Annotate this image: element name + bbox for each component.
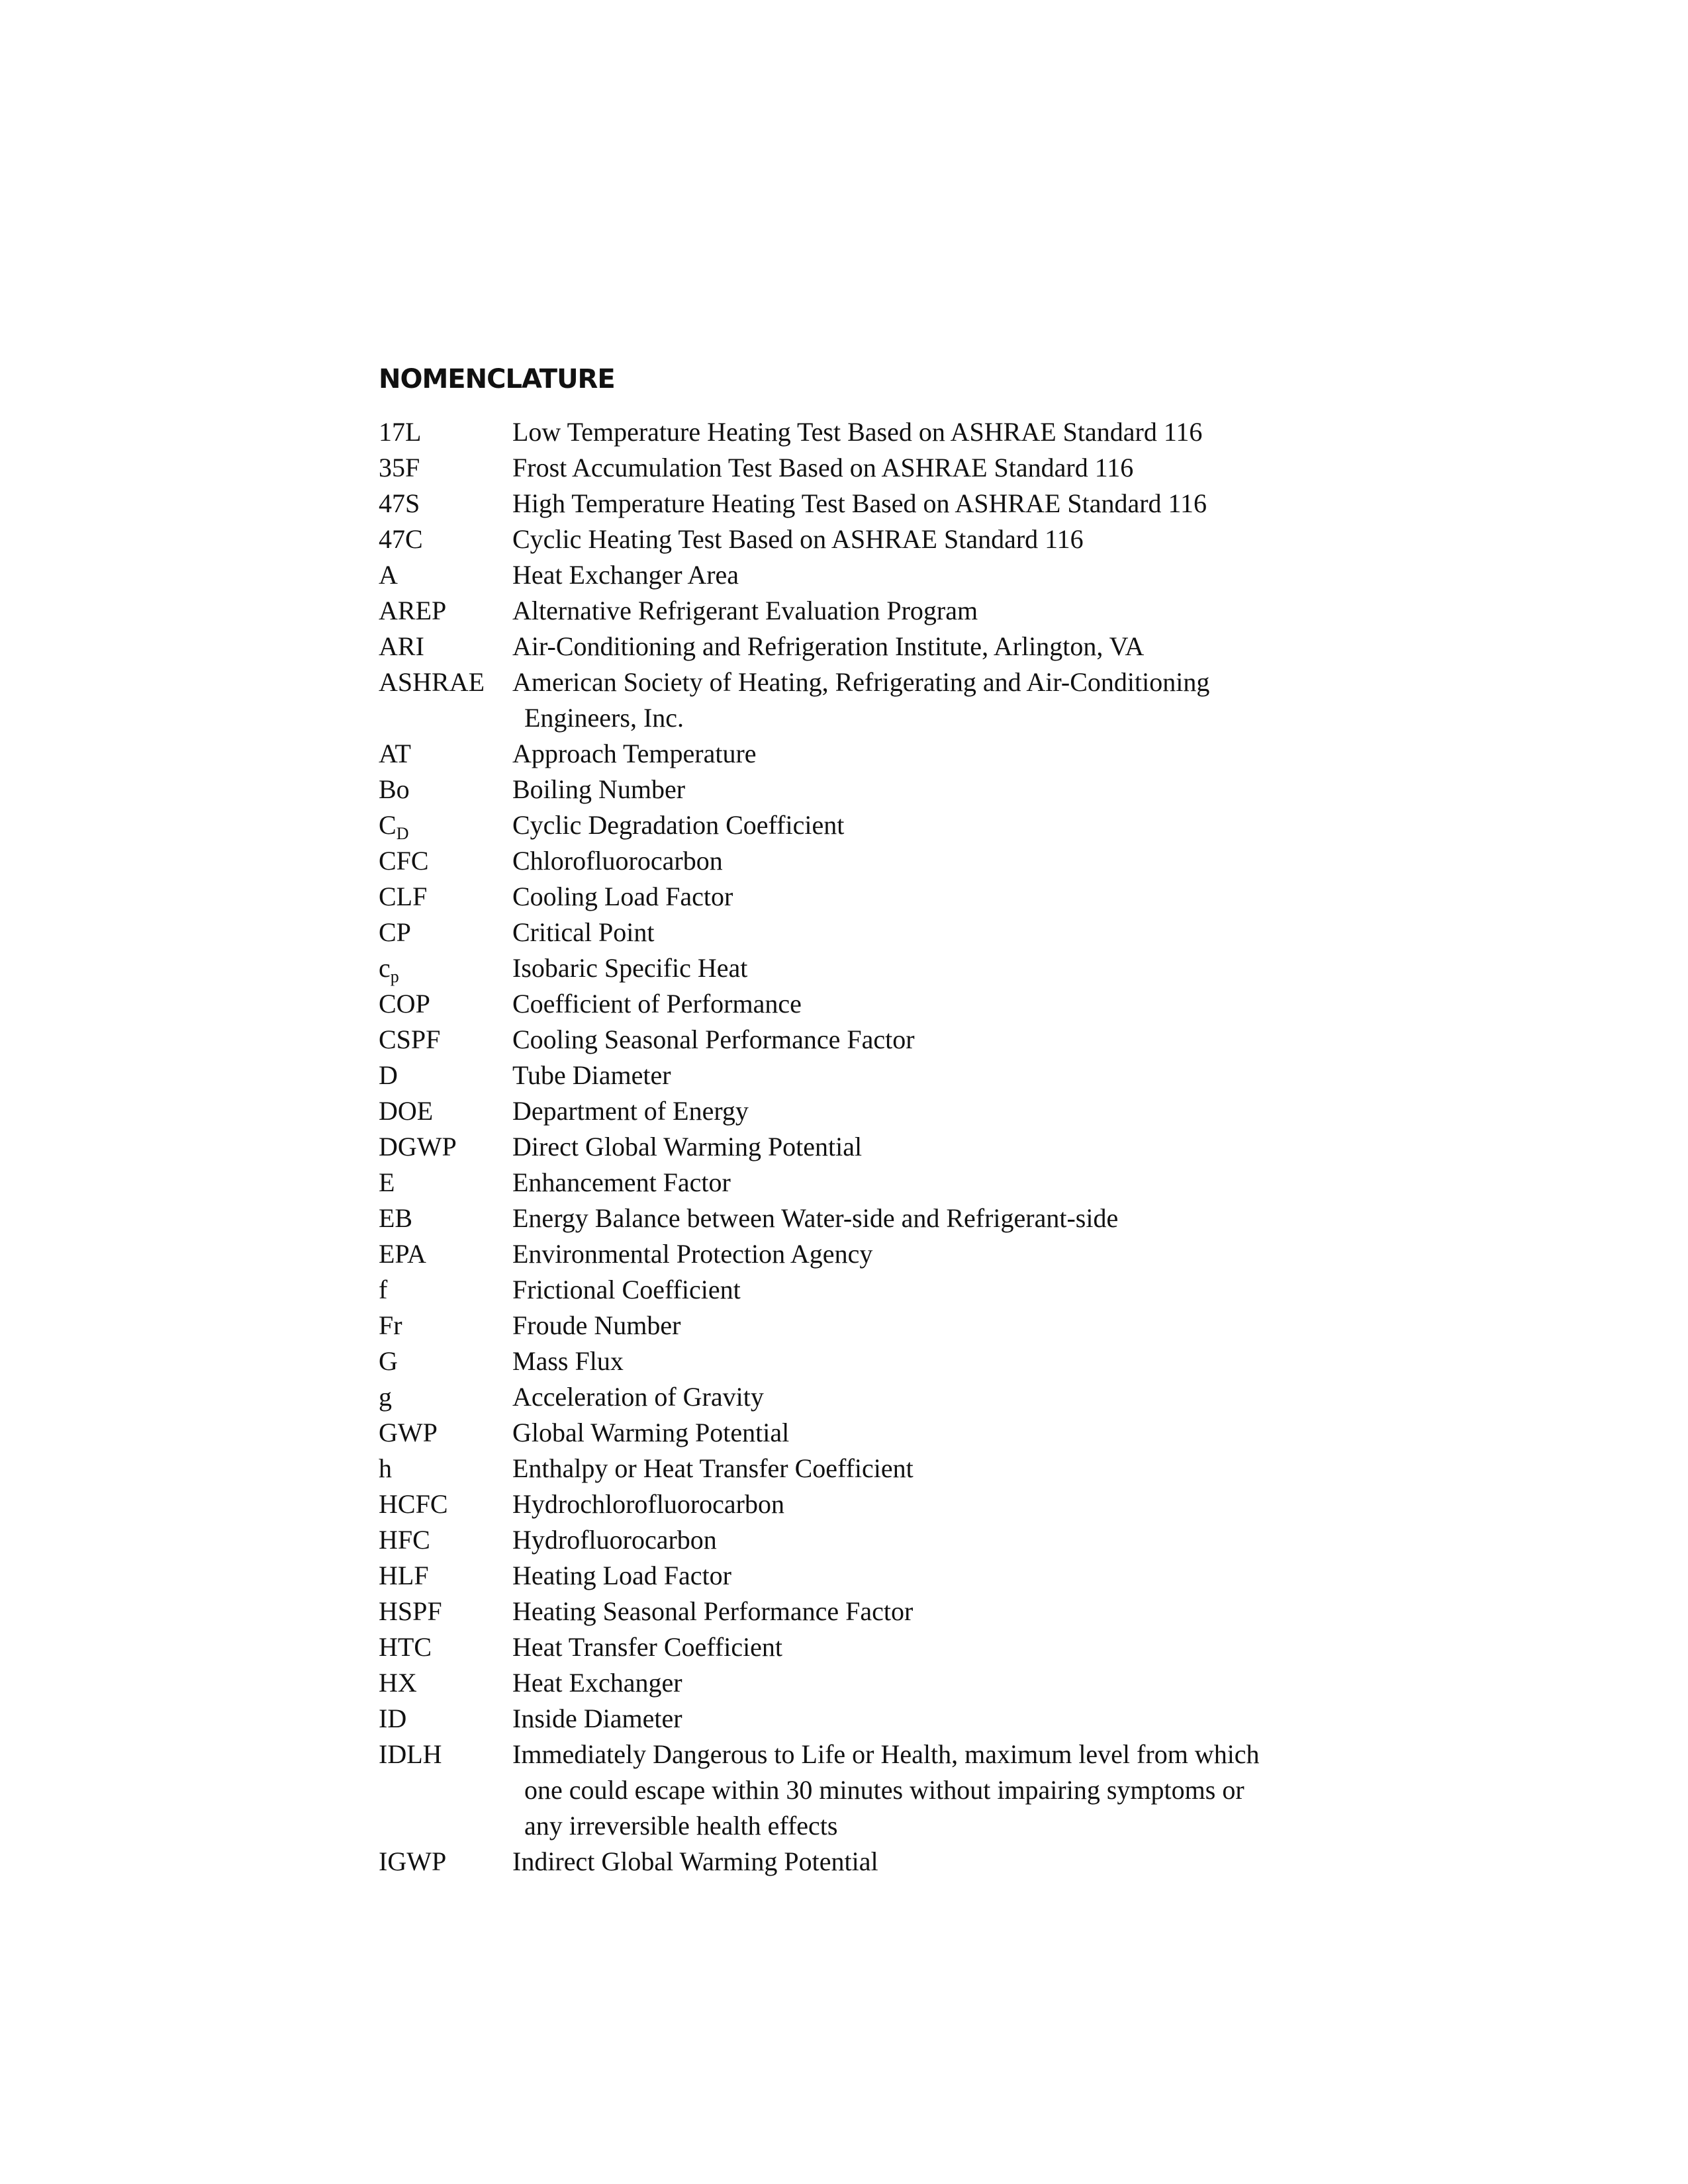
term: ID bbox=[379, 1704, 407, 1733]
definition: Air-Conditioning and Refrigeration Institute, Arlington, VA bbox=[512, 631, 1145, 661]
list-item bbox=[379, 1272, 1292, 1308]
term: HCFC bbox=[379, 1489, 448, 1519]
term-base: C bbox=[379, 810, 397, 840]
list-item bbox=[379, 1236, 1292, 1272]
definition: Critical Point bbox=[512, 917, 655, 947]
definition: Mass Flux bbox=[512, 1346, 624, 1376]
definition: Heating Load Factor bbox=[512, 1561, 731, 1590]
definition: Direct Global Warming Potential bbox=[512, 1132, 863, 1161]
definition: Heat Exchanger Area bbox=[512, 560, 739, 590]
term: DGWP bbox=[379, 1132, 457, 1161]
definition-continuation: any irreversible health effects bbox=[524, 1811, 838, 1841]
definition: Cyclic Degradation Coefficient bbox=[512, 810, 845, 840]
definition: Approach Temperature bbox=[512, 739, 757, 768]
list-item bbox=[379, 772, 1292, 807]
term: EPA bbox=[379, 1239, 426, 1269]
list-item bbox=[379, 1343, 1292, 1379]
list-item bbox=[379, 1665, 1292, 1701]
definition: Coefficient of Performance bbox=[512, 989, 802, 1019]
definition-continuation: Engineers, Inc. bbox=[524, 703, 684, 733]
list-item bbox=[379, 1558, 1292, 1594]
list-item bbox=[379, 486, 1292, 522]
list-item bbox=[379, 664, 1292, 736]
definition: Low Temperature Heating Test Based on ASHRAE Standard 116 bbox=[512, 417, 1203, 447]
term: AREP bbox=[379, 596, 447, 625]
list-item bbox=[379, 1379, 1292, 1415]
term: CLF bbox=[379, 882, 428, 911]
list-item bbox=[379, 593, 1292, 629]
list-item bbox=[379, 807, 1292, 843]
list-item bbox=[379, 522, 1292, 557]
term bbox=[379, 950, 512, 986]
term: 47C bbox=[379, 524, 423, 554]
definition: Enthalpy or Heat Transfer Coefficient bbox=[512, 1453, 914, 1483]
term-subscript: p bbox=[390, 967, 399, 986]
definition: Tube Diameter bbox=[512, 1060, 671, 1090]
term: CP bbox=[379, 917, 411, 947]
term-subscript: D bbox=[396, 824, 409, 843]
term: DOE bbox=[379, 1096, 434, 1126]
definition: Frictional Coefficient bbox=[512, 1275, 741, 1304]
definition: Cooling Load Factor bbox=[512, 882, 733, 911]
term: HSPF bbox=[379, 1596, 442, 1626]
definition bbox=[512, 1737, 1292, 1844]
definition: Global Warming Potential bbox=[512, 1418, 790, 1447]
definition: Heat Transfer Coefficient bbox=[512, 1632, 783, 1662]
list-item bbox=[379, 736, 1292, 772]
list-item bbox=[379, 915, 1292, 950]
list-item bbox=[379, 1022, 1292, 1058]
list-item bbox=[379, 1629, 1292, 1665]
term: COP bbox=[379, 989, 430, 1019]
definition: Enhancement Factor bbox=[512, 1167, 731, 1197]
term: 17L bbox=[379, 417, 422, 447]
definition: Inside Diameter bbox=[512, 1704, 682, 1733]
definition bbox=[512, 664, 1292, 736]
term: g bbox=[379, 1382, 392, 1412]
definition: Hydrofluorocarbon bbox=[512, 1525, 717, 1555]
list-item bbox=[379, 1486, 1292, 1522]
term: Bo bbox=[379, 774, 410, 804]
term: HTC bbox=[379, 1632, 432, 1662]
term: Fr bbox=[379, 1310, 402, 1340]
definition: High Temperature Heating Test Based on ASHRAE Standard 116 bbox=[512, 488, 1207, 518]
definition-continuation: one could escape within 30 minutes without impairing symptoms or bbox=[524, 1775, 1244, 1805]
list-item bbox=[379, 843, 1292, 879]
term: f bbox=[379, 1275, 388, 1304]
term: ASHRAE bbox=[379, 667, 485, 697]
list-item bbox=[379, 1451, 1292, 1486]
definition: Frost Accumulation Test Based on ASHRAE Standard 116 bbox=[512, 453, 1134, 482]
definition: Heat Exchanger bbox=[512, 1668, 682, 1698]
term: IDLH bbox=[379, 1739, 442, 1769]
list-item bbox=[379, 1058, 1292, 1093]
term: CFC bbox=[379, 846, 429, 876]
definition: Chlorofluorocarbon bbox=[512, 846, 723, 876]
list-item bbox=[379, 450, 1292, 486]
term: 35F bbox=[379, 453, 420, 482]
definition: Department of Energy bbox=[512, 1096, 749, 1126]
definition: Isobaric Specific Heat bbox=[512, 953, 748, 983]
list-item bbox=[379, 557, 1292, 593]
list-item bbox=[379, 1594, 1292, 1629]
definition: Indirect Global Warming Potential bbox=[512, 1846, 878, 1876]
definition: Froude Number bbox=[512, 1310, 681, 1340]
list-item bbox=[379, 629, 1292, 664]
term: HLF bbox=[379, 1561, 429, 1590]
term bbox=[379, 807, 512, 843]
definition: Alternative Refrigerant Evaluation Program bbox=[512, 596, 978, 625]
definition-line: American Society of Heating, Refrigerating and Air-Conditioning bbox=[512, 667, 1210, 697]
list-item bbox=[379, 950, 1292, 986]
nomenclature-list bbox=[379, 414, 1292, 1880]
term: E bbox=[379, 1167, 395, 1197]
definition: Energy Balance between Water-side and Refrigerant-side bbox=[512, 1203, 1119, 1233]
term: EB bbox=[379, 1203, 413, 1233]
term: ARI bbox=[379, 631, 424, 661]
definition: Cooling Seasonal Performance Factor bbox=[512, 1024, 915, 1054]
term: IGWP bbox=[379, 1846, 447, 1876]
term: GWP bbox=[379, 1418, 438, 1447]
list-item bbox=[379, 1701, 1292, 1737]
term: D bbox=[379, 1060, 398, 1090]
list-item bbox=[379, 1093, 1292, 1129]
list-item bbox=[379, 414, 1292, 450]
term: h bbox=[379, 1453, 392, 1483]
definition: Heating Seasonal Performance Factor bbox=[512, 1596, 914, 1626]
term-base: c bbox=[379, 953, 391, 983]
definition: Hydrochlorofluorocarbon bbox=[512, 1489, 784, 1519]
term: A bbox=[379, 560, 398, 590]
list-item bbox=[379, 1201, 1292, 1236]
list-item bbox=[379, 1737, 1292, 1844]
list-item bbox=[379, 1165, 1292, 1201]
term: HX bbox=[379, 1668, 417, 1698]
term: HFC bbox=[379, 1525, 430, 1555]
term: G bbox=[379, 1346, 398, 1376]
page-title: NOMENCLATURE bbox=[379, 364, 615, 394]
term: CSPF bbox=[379, 1024, 441, 1054]
definition: Acceleration of Gravity bbox=[512, 1382, 764, 1412]
list-item bbox=[379, 1844, 1292, 1880]
definition: Environmental Protection Agency bbox=[512, 1239, 873, 1269]
term: 47S bbox=[379, 488, 420, 518]
list-item bbox=[379, 1415, 1292, 1451]
term: AT bbox=[379, 739, 411, 768]
list-item bbox=[379, 986, 1292, 1022]
list-item bbox=[379, 879, 1292, 915]
definition-line: Immediately Dangerous to Life or Health, maximum level from which bbox=[512, 1739, 1260, 1769]
list-item bbox=[379, 1522, 1292, 1558]
definition: Cyclic Heating Test Based on ASHRAE Standard 116 bbox=[512, 524, 1084, 554]
list-item bbox=[379, 1308, 1292, 1343]
definition: Boiling Number bbox=[512, 774, 686, 804]
list-item bbox=[379, 1129, 1292, 1165]
